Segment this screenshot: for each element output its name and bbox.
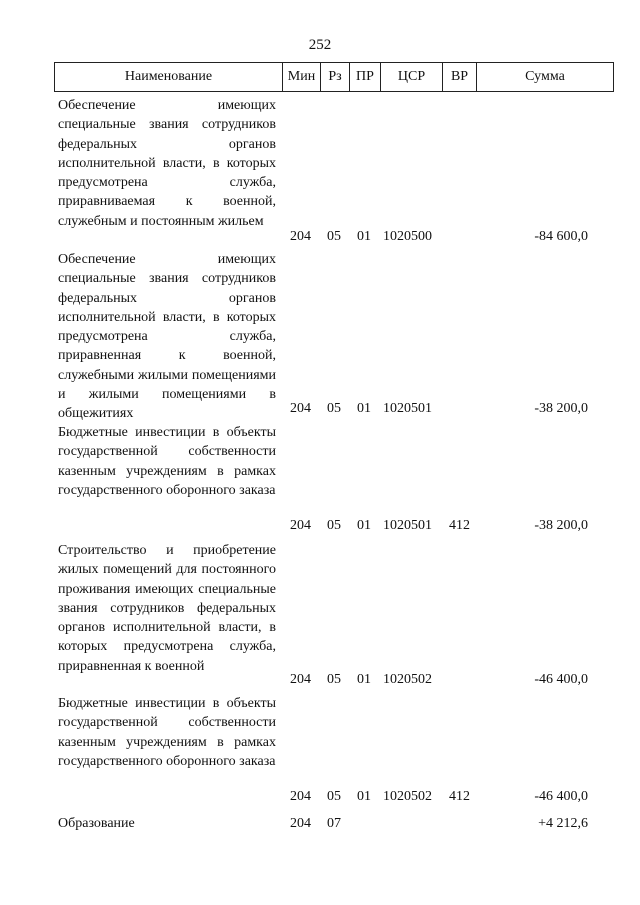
row-sum: +4 212,6 (538, 816, 588, 831)
row-min: 204 (290, 518, 311, 533)
table-header (54, 62, 614, 92)
row-min: 204 (290, 401, 311, 416)
row-name: Строительство и приобретение жилых помещений для постоянного проживания имеющих специальные звания сотрудников федеральных органов исполнительной власти, в которых предусмотрена служба, приравненная к военной (58, 543, 276, 674)
header-pr: ПР (349, 63, 380, 91)
row-name: Бюджетные инвестиции в объекты государственной собственности казенным учреждениям в рамках государственного оборонного заказа (58, 696, 276, 769)
page-number: 252 (308, 37, 332, 53)
row-vr: 412 (449, 518, 470, 533)
header-rz: Рз (320, 63, 349, 91)
row-sum: -46 400,0 (534, 789, 588, 804)
header-vr: ВР (442, 63, 476, 91)
row-name: Образование (58, 816, 135, 831)
header-name: Наименование (124, 69, 213, 84)
row-name: Обеспечение имеющих специальные звания сотрудников федеральных органов исполнительной власти, в которых предусмотрена служба, приравниваемая к военной, служебным и постоянным жильем (58, 98, 276, 229)
row-csr: 1020501 (383, 518, 432, 533)
row-rz: 05 (327, 518, 341, 533)
row-pr: 01 (357, 789, 371, 804)
row-name: Бюджетные инвестиции в объекты государственной собственности казенным учреждениям в рамках государственного оборонного заказа (58, 425, 276, 498)
row-codes (0, 227, 640, 246)
row-rz: 05 (327, 229, 341, 244)
row-min: 204 (290, 672, 311, 687)
row-sum: -38 200,0 (534, 401, 588, 416)
row-vr: 412 (449, 789, 470, 804)
row-min: 204 (290, 229, 311, 244)
row-codes (0, 814, 640, 833)
row-codes (0, 670, 640, 689)
row-rz: 05 (327, 789, 341, 804)
row-csr: 1020502 (383, 789, 432, 804)
row-rz: 07 (327, 816, 341, 831)
row-sum: -46 400,0 (534, 672, 588, 687)
row-codes (0, 787, 640, 806)
row-pr: 01 (357, 672, 371, 687)
row-name: Обеспечение имеющих специальные звания сотрудников федеральных органов исполнительной власти, в которых предусмотрена служба, приравненная к военной, служебными жилыми помещениями и жилыми помещениями в общежитиях (58, 252, 276, 422)
row-rz: 05 (327, 672, 341, 687)
row-sum: -38 200,0 (534, 518, 588, 533)
header-csr: ЦСР (380, 63, 442, 91)
row-pr: 01 (357, 401, 371, 416)
row-csr: 1020500 (383, 229, 432, 244)
row-pr: 01 (357, 518, 371, 533)
row-min: 204 (290, 816, 311, 831)
row-codes (0, 399, 640, 418)
row-sum: -84 600,0 (534, 229, 588, 244)
row-pr: 01 (357, 229, 371, 244)
row-csr: 1020501 (383, 401, 432, 416)
row-min: 204 (290, 789, 311, 804)
row-codes (0, 516, 640, 535)
header-sum: Сумма (476, 63, 613, 91)
row-rz: 05 (327, 401, 341, 416)
header-min: Мин (282, 63, 320, 91)
row-csr: 1020502 (383, 672, 432, 687)
